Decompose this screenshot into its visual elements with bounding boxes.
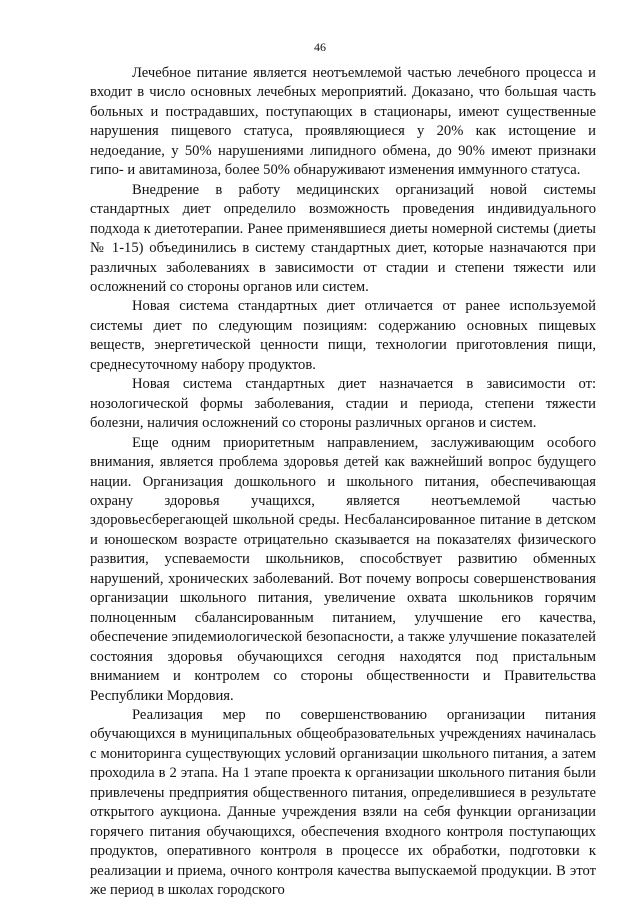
document-body bbox=[90, 64, 596, 900]
paragraph-new-system-differences: Новая система стандартных диет отличается от ранее используемой системы диет по следующим позициям: содержанию основных пищевых веществ, энергетической ценности пищи, технологии приготовления пищи, среднесуточному набору продуктов. bbox=[90, 298, 596, 373]
page-number: 46 bbox=[314, 40, 326, 54]
paragraph-school-nutrition-implementation: Реализация мер по совершенствованию организации питания обучающихся в муниципальных общеобразовательных учреждениях начиналась с мониторинга существующих условий организации школьного питания, а затем проходила в 2 этапа. На 1 этапе проекта к организации школьного питания были привлечены предприятия общественного питания, определившиеся в результате открытого аукциона. Данные учреждения взяли на себя функции организации горячего питания обучающихся, обеспечения входного контроля поступающих продуктов, оперативного контроля в процессе их обработки, подготовки к реализации и приема, очного контроля качества выпускаемой продукции. В этот же период в школах городского bbox=[90, 706, 596, 899]
paragraph-therapeutic-nutrition: Лечебное питание является неотъемлемой частью лечебного процесса и входит в число основных лечебных мероприятий. Доказано, что большая часть больных и пострадавших, поступающих в стационары, имеют существенные нарушения пищевого статуса, проявляющиеся у 20% как истощение и недоедание, у 50% нарушениями липидного обмена, до 90% имеют признаки гипо- и авитаминоза, более 50% обнаруживают изменения иммунного статуса. bbox=[90, 65, 596, 179]
paragraph-diet-prescription: Новая система стандартных диет назначается в зависимости от: нозологической формы заболевания, стадии и периода, степени тяжести болезни, наличия осложнений со стороны различных органов и систем. bbox=[90, 376, 596, 432]
paragraph-child-health: Еще одним приоритетным направлением, заслуживающим особого внимания, является проблема здоровья детей как важнейший вопрос будущего нации. Организация дошкольного и школьного питания, обеспечивающая охрану здоровья учащихся, является неотъемлемой частью здоровьесберегающей школьной среды. Несбалансированное питание в детском и юношеском возрасте отрицательно сказывается на показателях физического развития, успеваемости школьников, способствует развитию обменных нарушений, хронических заболеваний. Вот почему вопросы совершенствования организации школьного питания, увеличение охвата школьников горячим полноценным сбалансированным питанием, улучшение его качества, обеспечение эпидемиологической безопасности, а также улучшение показателей состояния здоровья обучающихся сегодня находятся под пристальным вниманием и контролем со стороны общественности и Правительства Республики Мордовия. bbox=[90, 434, 596, 704]
paragraph-standard-diets-introduction: Внедрение в работу медицинских организаций новой системы стандартных диет определило возможность проведения индивидуального подхода к диетотерапии. Ранее применявшиеся диеты номерной системы (диеты № 1-15) объединились в систему стандартных диет, которые назначаются при различных заболеваниях в зависимости от стадии и степени тяжести или осложнений со стороны органов или систем. bbox=[90, 181, 596, 295]
